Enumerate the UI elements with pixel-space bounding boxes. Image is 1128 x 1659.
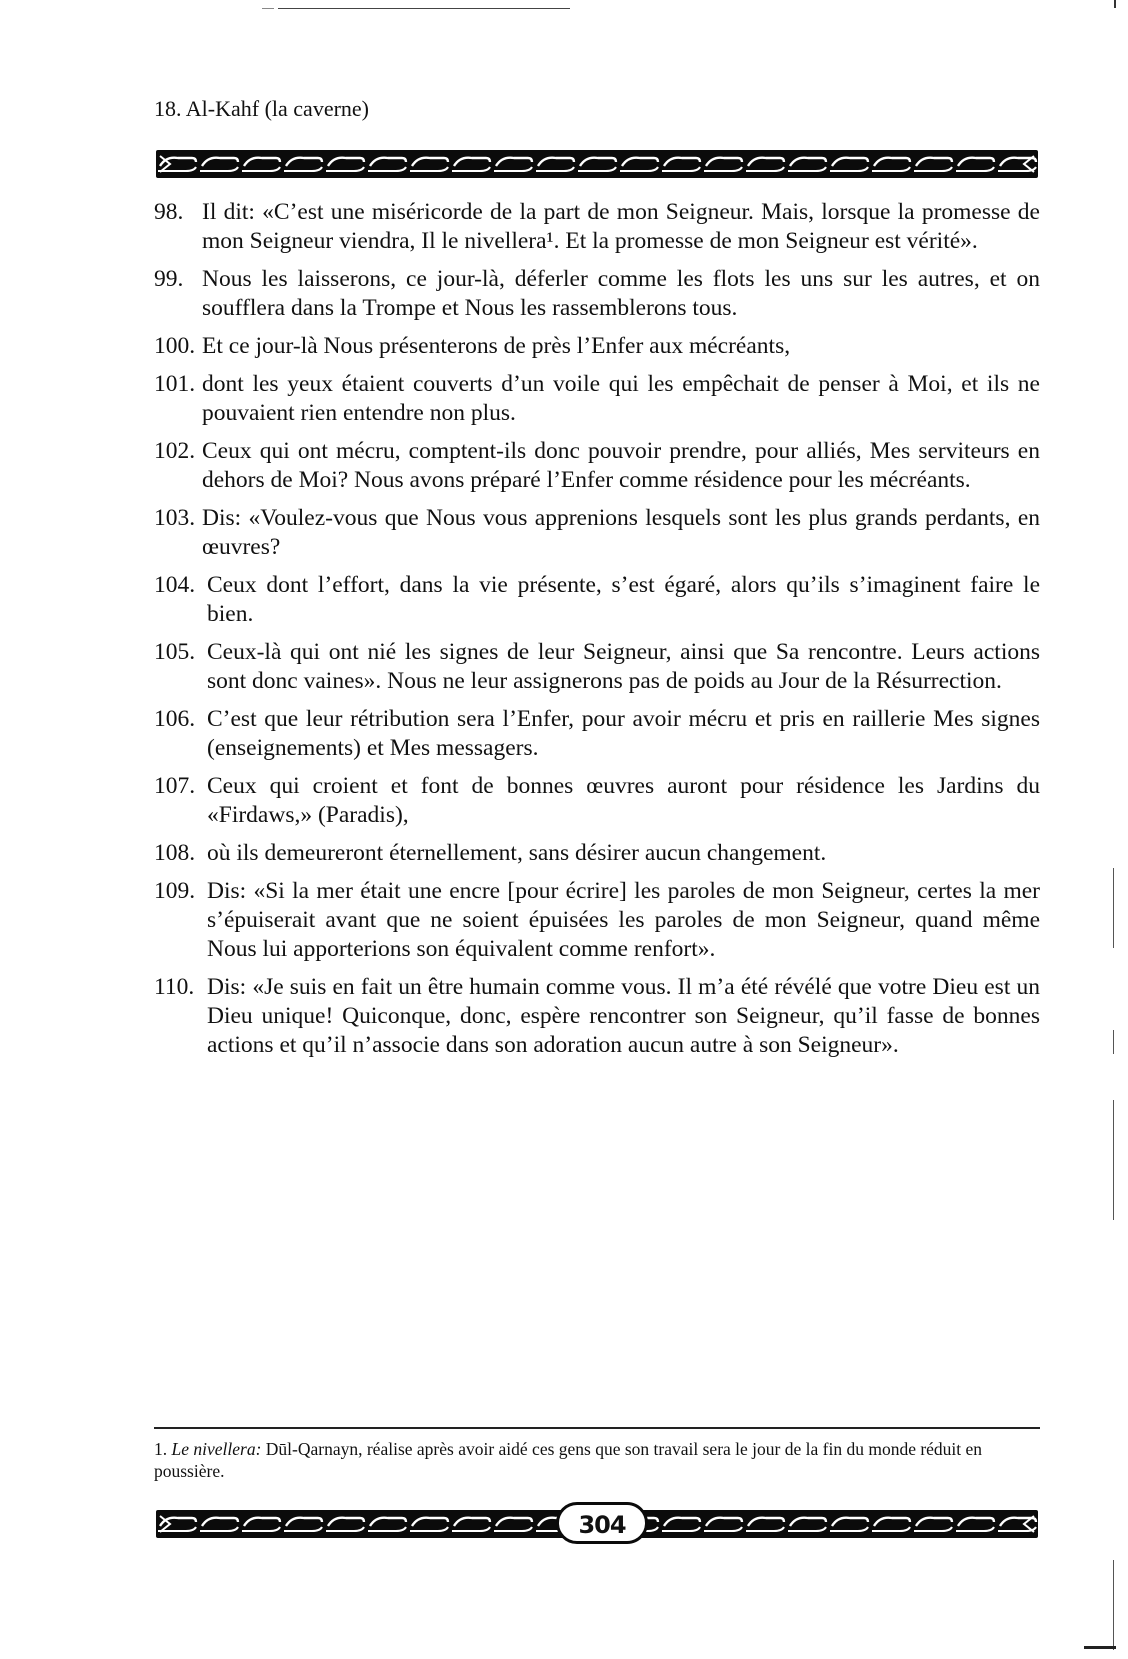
verse-108 [154,839,1040,868]
verse-110 [154,973,1040,1060]
verse-number: 104. [154,572,196,598]
top-rule-dots [262,8,274,9]
verse-text: Ceux-là qui ont nié les signes de leur Seigneur, ainsi que Sa rencontre. Leurs actions sont donc vaines». Nous ne leur assignerons pas de poids au Jour de la Résurrection. [207,639,1040,694]
verse-number: 102. [154,438,196,464]
verse-text: Ceux dont l’effort, dans la vie présente, s’est égaré, alors qu’ils s’imaginent faire le bien. [207,572,1040,627]
verse-text: Dis: «Si la mer était une encre [pour écrire] les paroles de mon Seigneur, certes la mer s’épuiserait avant que ne soient épuisées les paroles de mon Seigneur, quand même Nous lui apporterions son équivalent comme renfort». [207,878,1040,962]
edge-mark [1113,1100,1114,1220]
page-header: 18. Al-Kahf (la caverne) [154,96,370,121]
verse-text: Et ce jour-là Nous présenterons de près l’Enfer aux mécréants, [202,333,791,359]
verse-number: 105. [154,639,196,665]
edge-mark [1113,1560,1114,1650]
verse-number: 98. [154,199,184,225]
verse-103 [154,504,1040,562]
footnote-text: Dūl-Qarnayn, réalise après avoir aidé ces gens que son travail sera le jour de la fin du monde réduit en poussière. [154,1439,983,1481]
verse-number: 103. [154,505,196,531]
edge-mark [1114,0,1116,8]
verse-number: 108. [154,840,196,866]
verse-98 [154,198,1040,256]
verse-109 [154,877,1040,964]
verse-text: Dis: «Je suis en fait un être humain comme vous. Il m’a été révélé que votre Dieu est un Dieu unique! Quiconque, donc, espère rencontrer son Seigneur, qu’il fasse de bonnes actions et qu’il n’associe dans son adoration aucun autre à son Seigneur». [207,974,1040,1058]
verse-text: Nous les laisserons, ce jour-là, déferler comme les flots les uns sur les autres, et on soufflera dans la Trompe et Nous les rassemblerons tous. [202,266,1040,321]
verse-text: Ceux qui ont mécru, comptent-ils donc pouvoir prendre, pour alliés, Mes serviteurs en dehors de Moi? Nous avons préparé l’Enfer comme résidence pour les mécréants. [202,438,1040,493]
edge-mark [1113,868,1114,948]
verse-number: 106. [154,706,196,732]
ornament-pattern [156,150,1038,178]
edge-mark [1113,1030,1114,1054]
verse-number: 101. [154,371,196,397]
footnote-marker: 1. [154,1439,168,1459]
footnote-rule [154,1427,1040,1429]
verse-number: 110. [154,974,195,1000]
verse-text: Ceux qui croient et font de bonnes œuvres auront pour résidence les Jardins du «Firdaws,» (Paradis), [207,773,1040,828]
verse-107 [154,772,1040,830]
ornamental-band-top [156,150,1038,178]
footnote-term: Le nivellera: [171,1439,262,1459]
verse-106 [154,705,1040,763]
verse-101 [154,370,1040,428]
verse-text: où ils demeureront éternellement, sans désirer aucun changement. [207,840,827,866]
verse-text: C’est que leur rétribution sera l’Enfer, pour avoir mécru et pris en raillerie Mes signes (enseignements) et Mes messagers. [207,706,1040,761]
verse-number: 100. [154,333,196,359]
verse-text: Dis: «Voulez-vous que Nous vous apprenions lesquels sont les plus grands perdants, en œuvres? [202,505,1040,560]
verse-number: 107. [154,773,196,799]
footnote [154,1438,1040,1482]
top-rule [278,8,570,9]
verse-105 [154,638,1040,696]
verse-number: 109. [154,878,196,904]
verse-list [154,198,1040,1069]
verse-100 [154,332,1040,361]
verse-number: 99. [154,266,184,292]
verse-text: Il dit: «C’est une miséricorde de la part de mon Seigneur. Mais, lorsque la promesse de mon Seigneur viendra, Il le nivellera¹. Et la promesse de mon Seigneur est vérité». [202,199,1040,254]
verse-102 [154,437,1040,495]
corner-mark [1084,1646,1116,1649]
verse-text: dont les yeux étaient couverts d’un voile qui les empêchait de penser à Moi, et ils ne pouvaient rien entendre non plus. [202,371,1040,426]
verse-104 [154,571,1040,629]
page-number: 304 [556,1502,648,1544]
verse-99 [154,265,1040,323]
